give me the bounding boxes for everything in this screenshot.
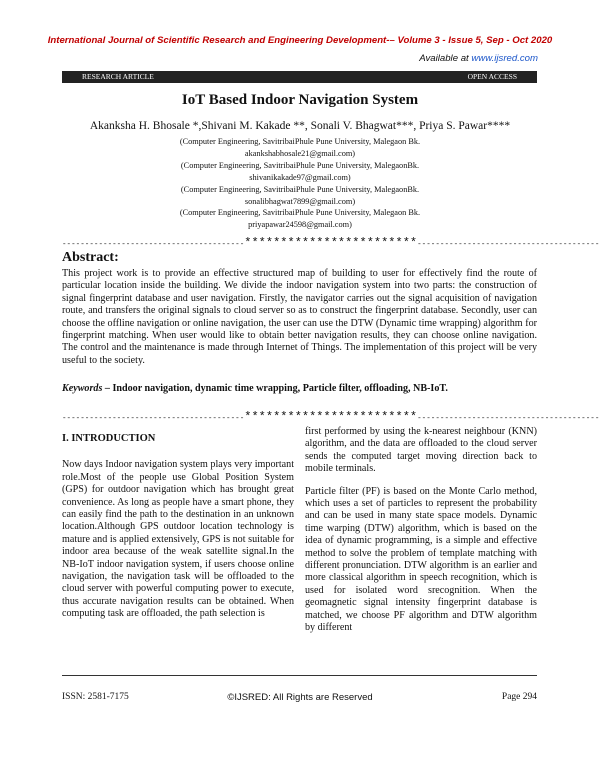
issn-label: ISSN: 2581-7175 <box>62 692 129 702</box>
body-paragraph: first performed by using the k-nearest neighbour (KNN) algorithm, and the data are offloaded to the cloud server sends the computed target moving direction back to mobile terminals. <box>305 426 537 475</box>
body-paragraph: Particle filter (PF) is based on the Monte Carlo method, which uses a set of particles to represent the probability and can be used in many state space models. Dynamic time warping (DTW) algorithm, which is based on the idea of dynamic programming, is a simple and effective method to solve the problem of template matching with different pronunciation. DTW algorithm is an earlier and more classical algorithm in speech recognition, which is used for isolated word srecognition. When the geomagnetic signal intensity fingerprint database is matched, we choose PF algorithm and DTW algorithm by different <box>305 485 537 634</box>
affiliation-email: priyapawar24598@gmail.com) <box>248 220 352 230</box>
abstract-text: This project work is to provide an effective structured map of building to user for effectively find the route of particular location inside the building. We divide the indoor navigation system into two parts: the construction of signal fingerprint database and user navigation. Firstly, the navigator carries out the signal acquisition of navigation route, and transfers the original signals to cloud server so as to construct the fingerprint database. Secondly, user can choose the offline navigation or online navigation, the user can use the DTW (Dynamic time wrapping) algorithm for fingerprint matching. When user would like to obtain better navigation results, they can choose online navigation. The control and the maintenance is made through Internet of Things. The implementation of this project will be very useful to the society. <box>62 268 537 366</box>
separator-line: ----------------------------------------************************---------------------------------------- <box>62 410 600 424</box>
access-label: OPEN ACCESS <box>467 72 517 81</box>
paper-title: IoT Based Indoor Navigation System <box>181 92 419 108</box>
affiliation-email: shivanikakade97@gmail.com) <box>249 172 351 182</box>
affiliation-line: (Computer Engineering, SavitribaiPhule Pune University, Malegaon Bk. <box>179 137 421 146</box>
keywords-text: – Indoor navigation, dynamic time wrapping, Particle filter, offloading, NB-IoT. <box>102 383 448 394</box>
copyright-label: ©IJSRED: All Rights are Reserved <box>227 692 373 703</box>
available-prefix: Available at <box>419 53 472 64</box>
abstract-heading: Abstract: <box>62 250 119 265</box>
right-column <box>305 426 537 645</box>
page-number: Page 294 <box>501 692 537 702</box>
left-column <box>62 433 294 631</box>
keywords-label: Keywords <box>62 383 103 394</box>
affiliation-line: (Computer Engineering, SavitribaiPhule Pune University, Malegaon Bk. <box>179 208 421 218</box>
section-heading-introduction: I. INTRODUCTION <box>62 433 156 444</box>
affiliation-line: (Computer Engineering, SavitribaiPhule Pune University, MalegaonBk. <box>180 184 420 194</box>
footer-rule <box>62 675 537 676</box>
affiliations <box>0 136 600 231</box>
author-list: Akanksha H. Bhosale *,Shivani M. Kakade **, Sonali V. Bhagwat***, Priya S. Pawar**** <box>89 120 511 132</box>
keywords-line <box>62 383 537 394</box>
journal-header: International Journal of Scientific Research and Engineering Development-– Volume 3 - Issue 5, Sep - Oct 2020 <box>47 35 553 46</box>
article-type: RESEARCH ARTICLE <box>82 72 154 81</box>
affiliation-line: (Computer Engineering, SavitribaiPhule Pune University, MalegaonBk. <box>180 160 420 170</box>
affiliation-email: akankshabhosale21@gmail.com) <box>244 148 356 158</box>
journal-url-link[interactable]: www.ijsred.com <box>471 53 538 64</box>
body-paragraph: Now days Indoor navigation system plays very important role.Most of the people use Global Position System (GPS) for outdoor navigation which has brought great convenience. As long as people have a smart phone, they can easily find the path to the destination in an unknown location.Although GPS outdoor location technology is mature and is applied extensively, GPS is not suitable for indoor area because of the weak satellite signal.In the NB-IoT indoor navigation system, if users choose online navigation, the navigation task will be offloaded to the cloud server with powerful computing power to execute, thus accurate navigation results can be obtained. When computing task are offloaded, the path selection is <box>62 459 294 620</box>
affiliation-email: sonalibhagwat7899@gmail.com) <box>244 196 356 206</box>
article-type-bar <box>62 71 537 83</box>
availability-line <box>419 53 538 64</box>
separator-line: ----------------------------------------************************---------------------------------------- <box>62 236 600 250</box>
